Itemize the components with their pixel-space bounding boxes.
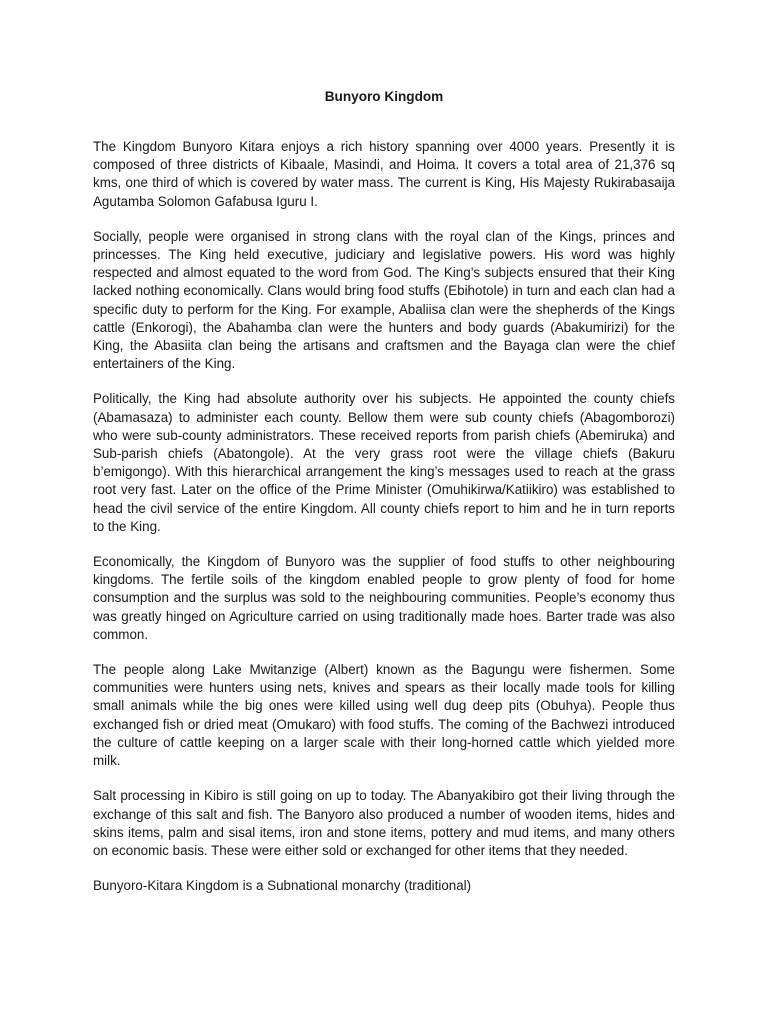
paragraph-fishing-hunting: The people along Lake Mwitanzige (Albert) known as the Bagungu were fishermen. Some communities were hunters using nets, knives and spears as their locally made tools for killing small animals while the big ones were killed using well dug deep pits (Obuhya). People thus exchanged fish or dried meat (Omukaro) with food stuffs. The coming of the Bachwezi introduced the culture of cattle keeping on a larger scale with their long-horned cattle which yielded more milk. bbox=[93, 662, 675, 769]
paragraph-economic: Economically, the Kingdom of Bunyoro was the supplier of food stuffs to other neighbouring kingdoms. The fertile soils of the kingdom enabled people to grow plenty of food for home consumption and the surplus was sold to the neighbouring communities. People’s economy thus was greatly hinged on Agriculture carried on using traditionally made hoes. Barter trade was also common. bbox=[93, 554, 675, 642]
paragraph-social: Socially, people were organised in strong clans with the royal clan of the Kings, princes and princesses. The King held executive, judiciary and legislative powers. His word was highly respected and almost equated to the word from God. The King’s subjects ensured that their King lacked nothing economically. Clans would bring food stuffs (Ebihotole) in turn and each clan had a specific duty to perform for the King. For example, Abaliisa clan were the shepherds of the Kings cattle (Enkorogi), the Abahamba clan were the hunters and body guards (Abakumirizi) for the King, the Abasiita clan being the artisans and craftsmen and the Bayaga clan were the chief entertainers of the King. bbox=[93, 228, 675, 372]
document-title: Bunyoro Kingdom bbox=[324, 89, 444, 104]
paragraph-salt-processing: Salt processing in Kibiro is still going on up to today. The Abanyakibiro got their living through the exchange of this salt and fish. The Banyoro also produced a number of wooden items, hides and skins items, palm and sisal items, iron and stone items, pottery and mud items, and many others on economic basis. These were either sold or exchanged for other items that they needed. bbox=[93, 788, 675, 858]
document-body bbox=[93, 138, 675, 912]
paragraph-monarchy: Bunyoro-Kitara Kingdom is a Subnational monarchy (traditional) bbox=[93, 878, 472, 894]
paragraph-history: The Kingdom Bunyoro Kitara enjoys a rich history spanning over 4000 years. Presently it is composed of three districts of Kibaale, Masindi, and Hoima. It covers a total area of 21,376 sq kms, one third of which is covered by water mass. The current is King, His Majesty Rukirabasaija Agutamba Solomon Gafabusa Iguru I. bbox=[93, 139, 675, 209]
paragraph-political: Politically, the King had absolute authority over his subjects. He appointed the county chiefs (Abamasaza) to administer each county. Bellow them were sub county chiefs (Abagomborozi) who were sub-county administrators. These received reports from parish chiefs (Abemiruka) and Sub-parish chiefs (Abatongole). At the very grass root were the village chiefs (Bakuru b’emigongo). With this hierarchical arrangement the king’s messages used to reach at the grass root very fast. Later on the office of the Prime Minister (Omuhikirwa/Katiikiro) was established to head the civil service of the entire Kingdom. All county chiefs report to him and he in turn reports to the King. bbox=[93, 391, 675, 534]
